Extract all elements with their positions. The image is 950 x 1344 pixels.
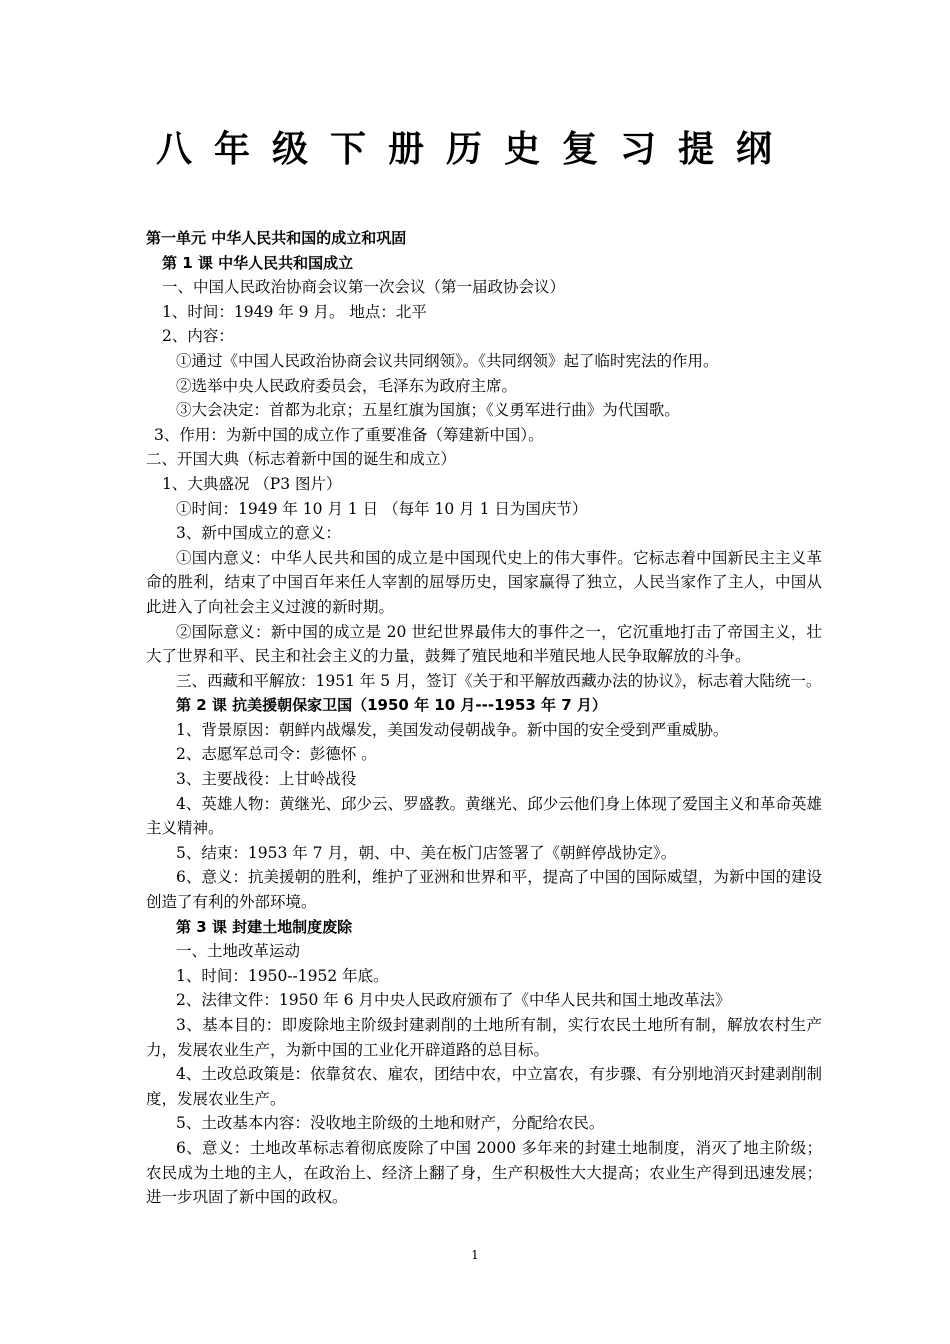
list-item: 1、时间：1949 年 9 月。 地点：北平 <box>162 302 427 321</box>
document-body <box>146 226 822 1210</box>
list-item: ①通过《中国人民政治协商会议共同纲领》。《共同纲领》起了临时宪法的作用。 <box>176 351 719 370</box>
list-item: 2、志愿军总司令：彭德怀 。 <box>176 745 377 764</box>
paragraph: 4、土改总政策是：依靠贫农、雇农，团结中农，中立富农，有步骤、有分别地消灭封建剥削制度，发展农业生产。 <box>146 1065 822 1108</box>
paragraph: ①国内意义：中华人民共和国的成立是中国现代史上的伟大事件。它标志着中国新民主主义革命的胜利，结束了中国百年来任人宰割的屈辱历史，国家赢得了独立，人民当家作了主人，中国从此进入了向社会主义过渡的新时期。 <box>146 548 822 616</box>
section-heading: 一、土地改革运动 <box>176 942 301 961</box>
list-item: ②选举中央人民政府委员会，毛泽东为政府主席。 <box>176 376 518 395</box>
page-number: 1 <box>471 1248 479 1262</box>
unit-heading: 第一单元 中华人民共和国的成立和巩固 <box>146 229 407 247</box>
list-item: ①时间：1949 年 10 月 1 日 （每年 10 月 1 日为国庆节） <box>176 499 588 518</box>
list-item: 2、内容： <box>162 327 234 346</box>
list-item: 3、作用：为新中国的成立作了重要准备（筹建新中国）。 <box>154 425 544 444</box>
lesson-heading: 第 3 课 封建土地制度废除 <box>176 917 353 936</box>
list-item: 1、大典盛况 （P3 图片） <box>162 474 342 493</box>
section-heading: 一、中国人民政治协商会议第一次会议（第一届政协会议） <box>162 278 566 297</box>
list-item: 5、结束：1953 年 7 月，朝、中、美在板门店签署了《朝鲜停战协定》。 <box>176 843 677 862</box>
paragraph: 3、基本目的：即废除地主阶级封建剥削的土地所有制，实行农民土地所有制，解放农村生产力，发展农业生产，为新中国的工业化开辟道路的总目标。 <box>146 1016 822 1059</box>
lesson-heading: 第 2 课 抗美援朝保家卫国（1950 年 10 月---1953 年 7 月） <box>176 696 607 715</box>
list-item: 1、背景原因：朝鲜内战爆发，美国发动侵朝战争。新中国的安全受到严重威胁。 <box>176 720 729 739</box>
list-item: 3、主要战役：上甘岭战役 <box>176 770 357 789</box>
page-title: 八年级下册历史复习提纲 <box>155 129 794 170</box>
list-item: 3、新中国成立的意义： <box>176 524 341 543</box>
list-item: 1、时间：1950--1952 年底。 <box>176 966 389 985</box>
paragraph: 6、意义：土地改革标志着彻底废除了中国 2000 多年来的封建土地制度，消灭了地主阶级；农民成为土地的主人，在政治上、经济上翻了身，生产积极性大大提高；农业生产得到迅速发展；进一步巩固了新中国的政权。 <box>146 1138 822 1207</box>
paragraph: 4、英雄人物：黄继光、邱少云、罗盛教。黄继光、邱少云他们身上体现了爱国主义和革命英雄主义精神。 <box>146 794 822 838</box>
paragraph: ②国际意义：新中国的成立是 20 世纪世界最伟大的事件之一，它沉重地打击了帝国主义，壮大了世界和平、民主和社会主义的力量，鼓舞了殖民地和半殖民地人民争取解放的斗争。 <box>146 622 822 666</box>
section-heading: 二、开国大典（标志着新中国的诞生和成立） <box>146 450 457 469</box>
list-item: 三、西藏和平解放：1951 年 5 月，签订《关于和平解放西藏办法的协议》，标志着大陆统一。 <box>176 671 822 690</box>
list-item: 2、法律文件：1950 年 6 月中央人民政府颁布了《中华人民共和国土地改革法》 <box>176 991 731 1010</box>
list-item: ③大会决定：首都为北京；五星红旗为国旗；《义勇军进行曲》为代国歌。 <box>176 401 680 420</box>
list-item: 5、土改基本内容：没收地主阶级的土地和财产，分配给农民。 <box>176 1114 605 1133</box>
paragraph: 6、意义：抗美援朝的胜利，维护了亚洲和世界和平，提高了中国的国际威望，为新中国的建设创造了有利的外部环境。 <box>146 868 822 912</box>
lesson-heading: 第 1 课 中华人民共和国成立 <box>162 253 354 272</box>
